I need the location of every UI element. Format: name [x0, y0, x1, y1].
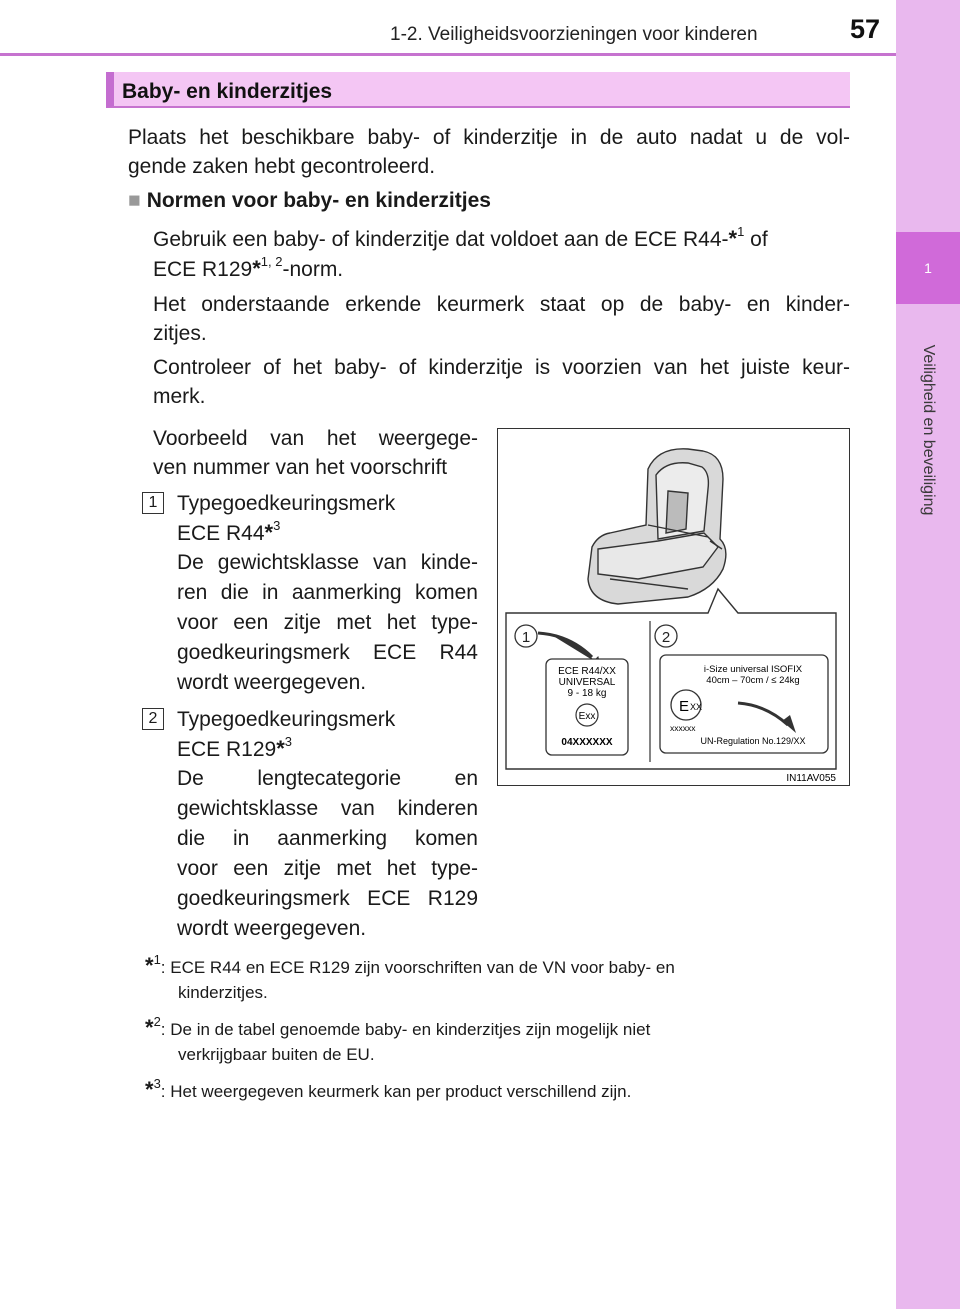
- subheading-text: Normen voor baby- en kinderzitjes: [146, 189, 491, 212]
- para2-line-2: zitjes.: [153, 322, 207, 345]
- footnote-2-cont: verkrijgbaar buiten de EU.: [178, 1045, 375, 1064]
- r129-regulation: UN-Regulation No.129/XX: [700, 736, 806, 746]
- r44-line-2: UNIVERSAL: [558, 677, 616, 688]
- footnote-1-cont: kinderzitjes.: [178, 983, 268, 1002]
- r129-line-2: 40cm – 70cm / ≤ 24kg: [706, 675, 800, 686]
- r44-code: 04XXXXXX: [561, 737, 613, 748]
- r44-line-1: ECE R44/XX: [558, 666, 616, 677]
- figure-badge-1: 1: [521, 629, 531, 646]
- item2-desc-4: voor een zitje met het type-: [177, 857, 478, 880]
- footnote-1-text: : ECE R44 en ECE R129 zijn voorschriften van de VN voor baby- en: [160, 958, 675, 977]
- asterisk-icon: *: [728, 226, 738, 251]
- child-seat-figure-svg: [498, 429, 848, 784]
- item2-desc-2: gewichtsklasse van kinderen: [177, 797, 478, 820]
- para1-text-a-tail: of: [744, 228, 768, 251]
- running-header: 1-2. Veiligheidsvoorzieningen voor kinderen: [390, 24, 758, 45]
- asterisk-icon: *: [145, 1015, 154, 1040]
- asterisk-icon: *: [264, 520, 274, 545]
- para1-text-b: ECE R129: [153, 258, 253, 281]
- example-line-2: ven nummer van het voorschrift: [153, 456, 448, 479]
- footnote-3: [145, 1076, 850, 1105]
- asterisk-icon: *: [252, 256, 261, 281]
- footnote-ref: 1, 2: [260, 254, 283, 269]
- item1-desc-3: voor een zitje met het type-: [177, 611, 478, 634]
- chapter-number: 1: [924, 260, 932, 276]
- item2-norm: [177, 734, 292, 765]
- item1-desc-1: De gewichtsklasse van kinde-: [177, 551, 478, 574]
- intro-line-1: Plaats het beschikbare baby- of kinderzitje in de auto nadat u de vol-: [128, 126, 850, 149]
- asterisk-icon: *: [276, 736, 285, 761]
- footnote-number: 2: [153, 1014, 161, 1030]
- item2-desc-5: goedkeuringsmerk ECE R129: [177, 887, 478, 910]
- para1-text-b-tail: -norm.: [282, 258, 344, 281]
- item1-norm: [177, 518, 280, 549]
- item1-desc-5: wordt weergegeven.: [177, 671, 367, 694]
- child-seat-illustration: [497, 428, 850, 786]
- r129-code: xxxxxx: [670, 723, 696, 733]
- para3-line-2: merk.: [153, 385, 206, 408]
- item1-title: Typegoedkeuringsmerk: [177, 492, 396, 515]
- r44-line-3: 9 - 18 kg: [567, 688, 607, 699]
- subheading: [128, 186, 491, 216]
- asterisk-icon: *: [145, 953, 154, 978]
- footnote-ref: 3: [284, 734, 293, 749]
- item-number-badge: 1: [142, 492, 164, 514]
- intro-line-2: gende zaken hebt gecontroleerd.: [128, 155, 436, 178]
- r129-line-1: i-Size universal ISOFIX: [703, 664, 803, 675]
- header-rule: [0, 53, 896, 56]
- para1-text-a: Gebruik een baby- of kinderzitje dat voldoet aan de ECE R44-: [153, 228, 729, 251]
- item1-desc-2: ren die in aanmerking komen: [177, 581, 478, 604]
- para2-line-1: Het onderstaande erkende keurmerk staat op de baby- en kinder-: [153, 293, 850, 316]
- item1-norm-text: ECE R44: [177, 522, 265, 545]
- item1-desc-4: goedkeuringsmerk ECE R44: [177, 641, 478, 664]
- item-number-badge: 2: [142, 708, 164, 730]
- footnote-ref: 1: [737, 224, 745, 239]
- r129-e-mark: E: [679, 698, 690, 715]
- page-number: 57: [850, 14, 881, 44]
- r44-e-mark: Exx: [578, 711, 596, 722]
- footnote-1: [145, 952, 850, 981]
- para1-line-1: [153, 224, 850, 255]
- para3-line-1: Controleer of het baby- of kinderzitje is voorzien van het juiste keur-: [153, 356, 850, 379]
- para1-line-2: [153, 254, 343, 285]
- item2-title: Typegoedkeuringsmerk: [177, 708, 396, 731]
- figure-badge-2: 2: [661, 629, 671, 646]
- item2-desc-3: die in aanmerking komen: [177, 827, 478, 850]
- footnote-3-text: : Het weergegeven keurmerk kan per product verschillend zijn.: [160, 1082, 632, 1101]
- footnote-2-text: : De in de tabel genoemde baby- en kinderzitjes zijn mogelijk niet: [160, 1020, 651, 1039]
- item2-desc-1: De lengtecategorie en: [177, 767, 478, 790]
- r129-e-sub: XX: [690, 702, 703, 712]
- item2-norm-text: ECE R129: [177, 738, 277, 761]
- example-line-1: Voorbeeld van het weergege-: [153, 427, 478, 450]
- child-seat-icon: [588, 449, 726, 604]
- chapter-label: Veiligheid en beveiliging: [920, 344, 937, 516]
- chapter-tab: [896, 232, 960, 304]
- asterisk-icon: *: [145, 1077, 154, 1102]
- section-title: Baby- en kinderzitjes: [122, 80, 333, 103]
- item2-desc-6: wordt weergegeven.: [177, 917, 367, 940]
- footnote-number: 3: [153, 1076, 161, 1092]
- figure-id: IN11AV055: [786, 773, 836, 784]
- side-thumb-index: [896, 0, 960, 1309]
- square-bullet-icon: ■: [128, 189, 141, 212]
- footnote-ref: 3: [273, 518, 281, 533]
- footnote-number: 1: [153, 952, 161, 968]
- footnote-2: [145, 1014, 850, 1043]
